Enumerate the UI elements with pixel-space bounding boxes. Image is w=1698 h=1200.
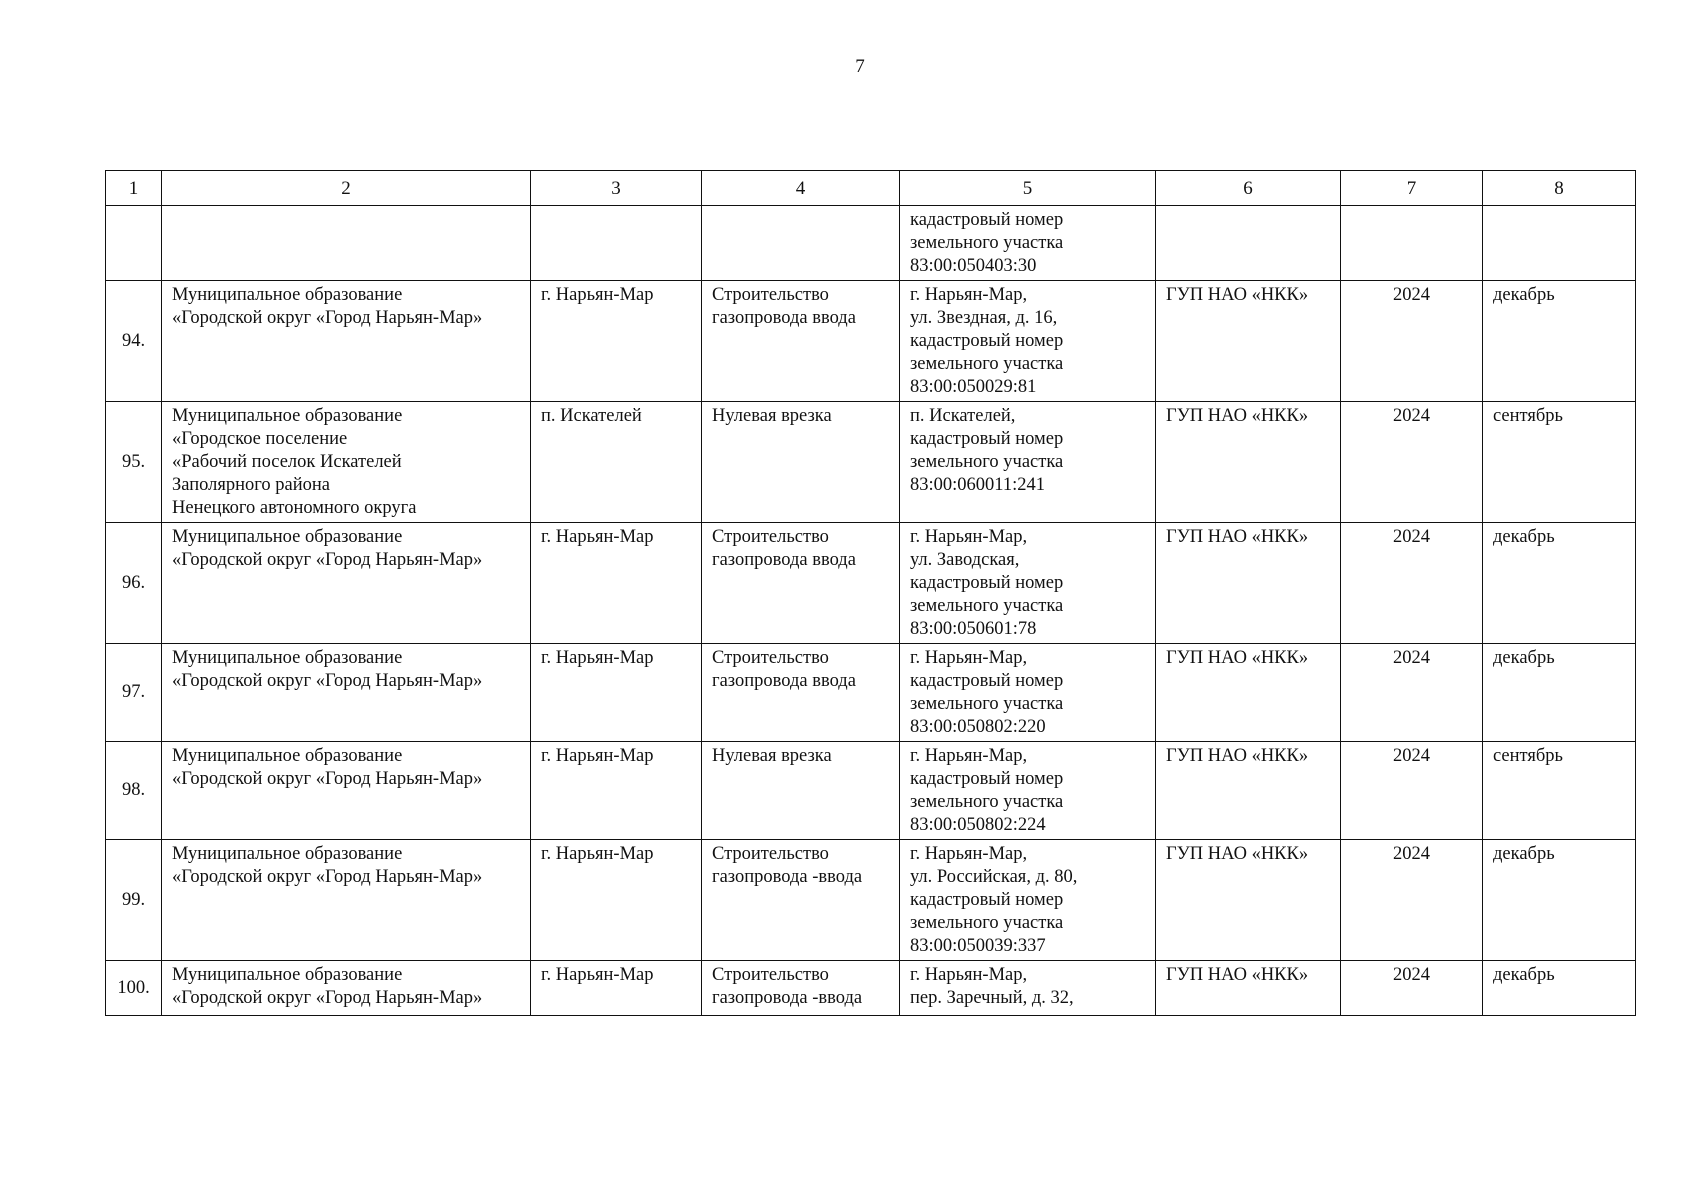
work-type-cell xyxy=(702,402,900,523)
address-line: земельного участка xyxy=(910,913,1064,933)
address-cell xyxy=(900,206,1156,281)
work-type-cell xyxy=(702,840,900,961)
organization-cell: ГУП НАО «НКК» xyxy=(1156,402,1341,523)
address-cell xyxy=(900,840,1156,961)
row-number: 95. xyxy=(106,402,162,523)
address-line: г. Нарьян-Мар, xyxy=(910,285,1028,305)
work-type-cell xyxy=(702,206,900,281)
address-cell xyxy=(900,742,1156,840)
year-cell: 2024 xyxy=(1341,961,1483,1016)
work-line: Строительство xyxy=(712,527,829,547)
table-row xyxy=(106,281,1636,402)
address-line: 83:00:050039:337 xyxy=(910,936,1046,956)
year-cell: 2024 xyxy=(1341,281,1483,402)
month-cell: декабрь xyxy=(1483,961,1636,1016)
work-line: Нулевая врезка xyxy=(712,406,832,426)
column-number-7: 7 xyxy=(1341,171,1483,206)
entity-line: Муниципальное образование xyxy=(172,844,403,864)
municipal-entity-cell xyxy=(162,840,531,961)
address-line: г. Нарьян-Мар, xyxy=(910,844,1028,864)
address-line: ул. Заводская, xyxy=(910,550,1020,570)
locality-cell: г. Нарьян-Мар xyxy=(531,523,702,644)
row-number: 99. xyxy=(106,840,162,961)
month-cell xyxy=(1483,206,1636,281)
table-row xyxy=(106,523,1636,644)
address-line: кадастровый номер xyxy=(910,769,1064,789)
work-type-cell xyxy=(702,961,900,1016)
municipal-entity-cell xyxy=(162,961,531,1016)
column-number-8: 8 xyxy=(1483,171,1636,206)
column-number-3: 3 xyxy=(531,171,702,206)
address-line: кадастровый номер xyxy=(910,573,1064,593)
locality-cell: г. Нарьян-Мар xyxy=(531,840,702,961)
table-row xyxy=(106,644,1636,742)
table-row xyxy=(106,840,1636,961)
address-line: кадастровый номер xyxy=(910,890,1064,910)
locality-cell: г. Нарьян-Мар xyxy=(531,961,702,1016)
organization-cell: ГУП НАО «НКК» xyxy=(1156,644,1341,742)
work-line: газопровода ввода xyxy=(712,308,856,328)
work-line: Строительство xyxy=(712,648,829,668)
work-line: газопровода ввода xyxy=(712,550,856,570)
address-cell xyxy=(900,281,1156,402)
entity-line: «Городской округ «Город Нарьян-Мар» xyxy=(172,988,483,1008)
address-line: пер. Заречный, д. 32, xyxy=(910,988,1074,1008)
locality-cell xyxy=(531,206,702,281)
gas-connection-plan-table xyxy=(105,170,1636,1016)
month-cell: декабрь xyxy=(1483,281,1636,402)
column-number-1: 1 xyxy=(106,171,162,206)
work-line: газопровода -ввода xyxy=(712,988,863,1008)
organization-cell: ГУП НАО «НКК» xyxy=(1156,281,1341,402)
work-line: газопровода -ввода xyxy=(712,867,863,887)
address-line: земельного участка xyxy=(910,694,1064,714)
month-cell: декабрь xyxy=(1483,840,1636,961)
address-line: 83:00:060011:241 xyxy=(910,475,1045,495)
work-line: газопровода ввода xyxy=(712,671,856,691)
year-cell: 2024 xyxy=(1341,840,1483,961)
entity-line: «Городской округ «Город Нарьян-Мар» xyxy=(172,550,483,570)
address-line: ул. Звездная, д. 16, xyxy=(910,308,1058,328)
address-line: земельного участка xyxy=(910,452,1064,472)
municipal-entity-cell xyxy=(162,281,531,402)
page-number: 7 xyxy=(855,56,865,77)
work-line: Строительство xyxy=(712,844,829,864)
address-line: п. Искателей, xyxy=(910,406,1016,426)
address-cell xyxy=(900,523,1156,644)
address-cell xyxy=(900,402,1156,523)
municipal-entity-cell xyxy=(162,402,531,523)
work-line: Строительство xyxy=(712,965,829,985)
address-line: г. Нарьян-Мар, xyxy=(910,648,1028,668)
table-row xyxy=(106,206,1636,281)
address-line: г. Нарьян-Мар, xyxy=(910,527,1028,547)
entity-line: Муниципальное образование xyxy=(172,406,403,426)
address-line: г. Нарьян-Мар, xyxy=(910,746,1028,766)
entity-line: Муниципальное образование xyxy=(172,285,403,305)
address-line: земельного участка xyxy=(910,792,1064,812)
municipal-entity-cell xyxy=(162,523,531,644)
month-cell: сентябрь xyxy=(1483,742,1636,840)
address-line: земельного участка xyxy=(910,354,1064,374)
work-type-cell xyxy=(702,523,900,644)
year-cell: 2024 xyxy=(1341,644,1483,742)
year-cell: 2024 xyxy=(1341,742,1483,840)
address-line: г. Нарьян-Мар, xyxy=(910,965,1028,985)
month-cell: декабрь xyxy=(1483,644,1636,742)
year-cell xyxy=(1341,206,1483,281)
year-cell: 2024 xyxy=(1341,402,1483,523)
entity-line: «Городской округ «Город Нарьян-Мар» xyxy=(172,769,483,789)
address-line: земельного участка xyxy=(910,596,1064,616)
year-cell: 2024 xyxy=(1341,523,1483,644)
address-line: 83:00:050403:30 xyxy=(910,256,1037,276)
address-cell xyxy=(900,961,1156,1016)
work-line: Нулевая врезка xyxy=(712,746,832,766)
municipal-entity-cell xyxy=(162,644,531,742)
work-type-cell xyxy=(702,742,900,840)
address-line: 83:00:050802:220 xyxy=(910,717,1046,737)
entity-line: Заполярного района xyxy=(172,475,331,495)
table-row xyxy=(106,742,1636,840)
row-number: 100. xyxy=(106,961,162,1016)
column-number-5: 5 xyxy=(900,171,1156,206)
row-number xyxy=(106,206,162,281)
month-cell: сентябрь xyxy=(1483,402,1636,523)
entity-line: Муниципальное образование xyxy=(172,965,403,985)
entity-line: Муниципальное образование xyxy=(172,648,403,668)
locality-cell: г. Нарьян-Мар xyxy=(531,281,702,402)
municipal-entity-cell xyxy=(162,206,531,281)
table-body xyxy=(106,206,1636,1016)
address-line: кадастровый номер xyxy=(910,331,1064,351)
work-line: Строительство xyxy=(712,285,829,305)
work-type-cell xyxy=(702,281,900,402)
entity-line: «Рабочий поселок Искателей xyxy=(172,452,402,472)
address-line: кадастровый номер xyxy=(910,671,1064,691)
row-number: 98. xyxy=(106,742,162,840)
row-number: 94. xyxy=(106,281,162,402)
row-number: 96. xyxy=(106,523,162,644)
address-line: 83:00:050601:78 xyxy=(910,619,1037,639)
table-row xyxy=(106,402,1636,523)
address-line: кадастровый номер xyxy=(910,210,1064,230)
column-number-6: 6 xyxy=(1156,171,1341,206)
entity-line: «Городской округ «Город Нарьян-Мар» xyxy=(172,867,483,887)
work-type-cell xyxy=(702,644,900,742)
entity-line: «Городской округ «Город Нарьян-Мар» xyxy=(172,671,483,691)
entity-line: «Городское поселение xyxy=(172,429,348,449)
address-line: 83:00:050802:224 xyxy=(910,815,1046,835)
organization-cell: ГУП НАО «НКК» xyxy=(1156,840,1341,961)
address-cell xyxy=(900,644,1156,742)
row-number: 97. xyxy=(106,644,162,742)
locality-cell: г. Нарьян-Мар xyxy=(531,644,702,742)
address-line: земельного участка xyxy=(910,233,1064,253)
entity-line: Муниципальное образование xyxy=(172,527,403,547)
month-cell: декабрь xyxy=(1483,523,1636,644)
municipal-entity-cell xyxy=(162,742,531,840)
table-header xyxy=(106,171,1636,206)
column-number-2: 2 xyxy=(162,171,531,206)
locality-cell: г. Нарьян-Мар xyxy=(531,742,702,840)
organization-cell: ГУП НАО «НКК» xyxy=(1156,742,1341,840)
header-row xyxy=(106,171,1636,206)
entity-line: Муниципальное образование xyxy=(172,746,403,766)
organization-cell xyxy=(1156,206,1341,281)
column-number-4: 4 xyxy=(702,171,900,206)
table-row xyxy=(106,961,1636,1016)
address-line: ул. Российская, д. 80, xyxy=(910,867,1078,887)
organization-cell: ГУП НАО «НКК» xyxy=(1156,961,1341,1016)
address-line: 83:00:050029:81 xyxy=(910,377,1037,397)
entity-line: Ненецкого автономного округа xyxy=(172,498,417,518)
address-line: кадастровый номер xyxy=(910,429,1064,449)
organization-cell: ГУП НАО «НКК» xyxy=(1156,523,1341,644)
entity-line: «Городской округ «Город Нарьян-Мар» xyxy=(172,308,483,328)
locality-cell: п. Искателей xyxy=(531,402,702,523)
